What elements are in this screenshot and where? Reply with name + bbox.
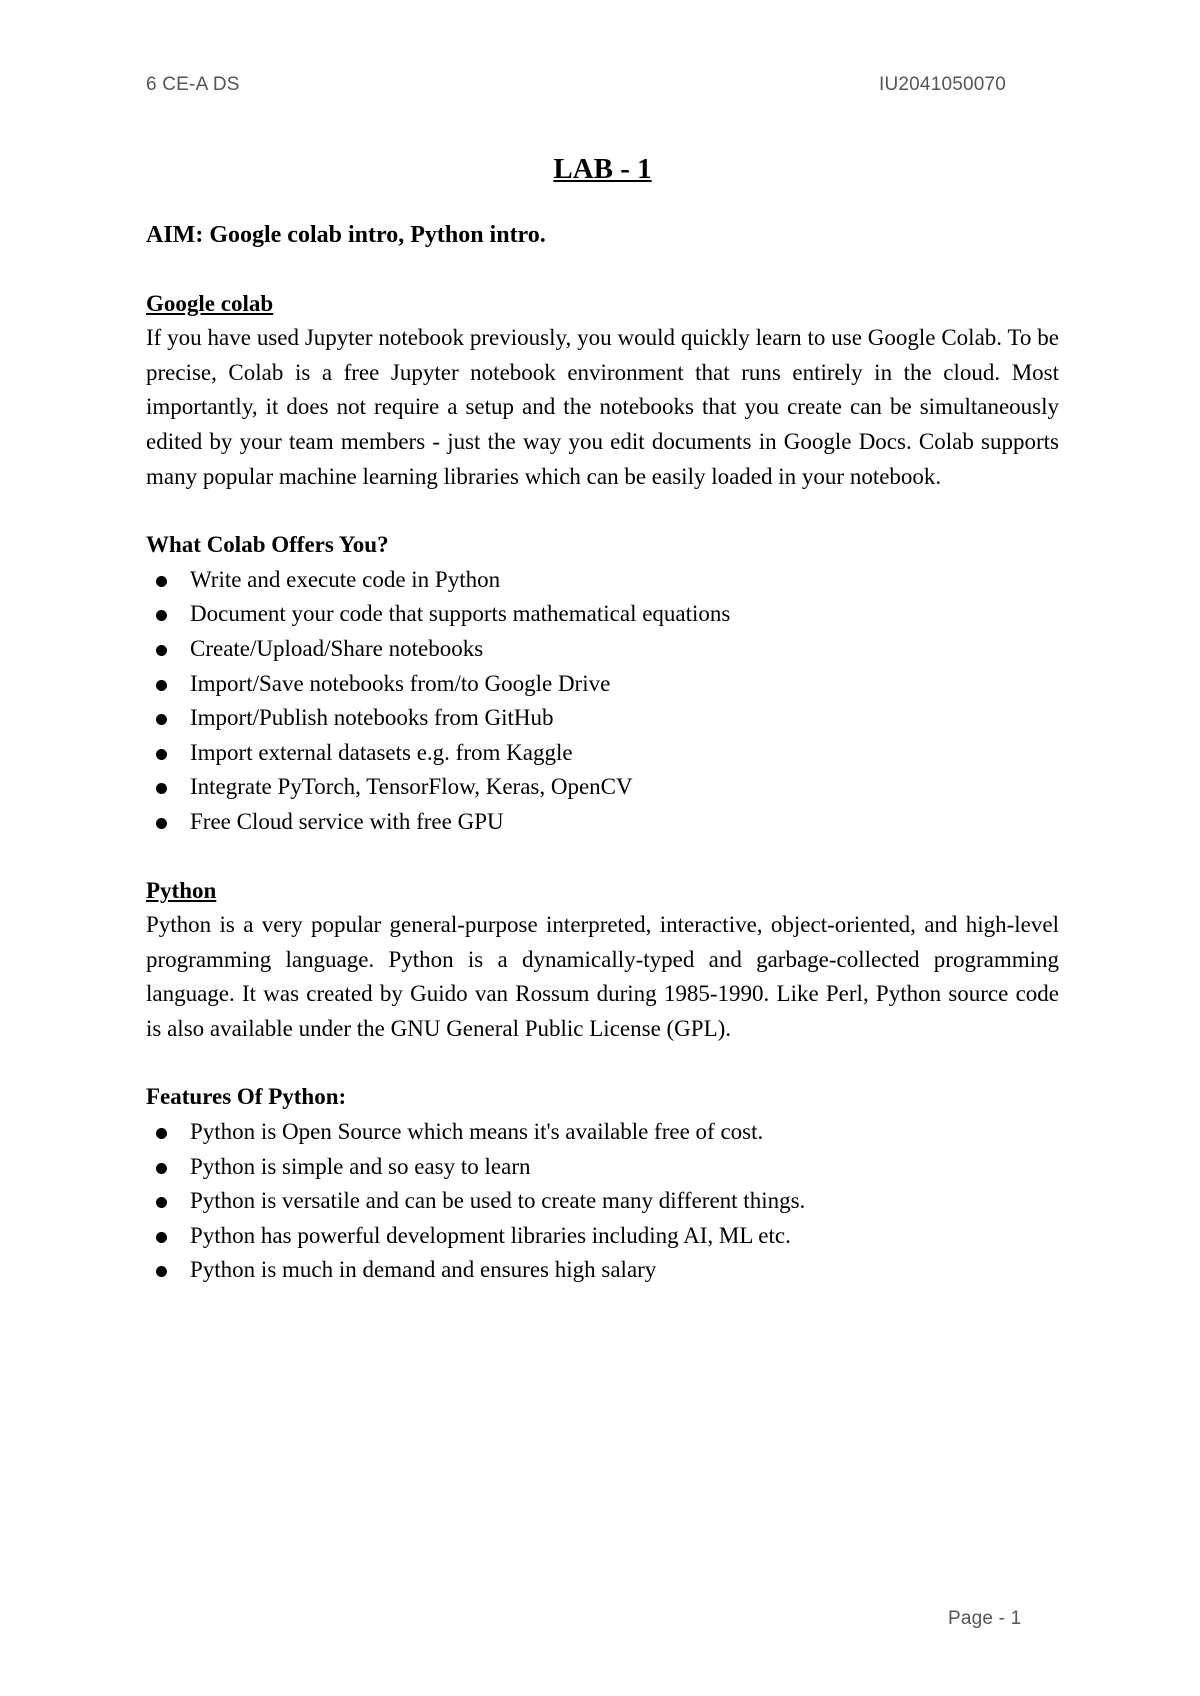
google-colab-heading: Google colab <box>146 290 274 316</box>
bullet-icon <box>156 576 167 587</box>
features-list <box>146 1115 1059 1288</box>
list-item: Python is versatile and can be used to create many different things. <box>146 1184 1059 1219</box>
list-item: Import/Save notebooks from/to Google Drive <box>146 667 1059 702</box>
list-item: Free Cloud service with free GPU <box>146 805 1059 840</box>
list-item: Python is simple and so easy to learn <box>146 1150 1059 1185</box>
list-item: Import/Publish notebooks from GitHub <box>146 701 1059 736</box>
document-body <box>146 140 1059 1288</box>
list-item: Python is Open Source which means it's available free of cost. <box>146 1115 1059 1150</box>
bullet-icon <box>156 1266 167 1277</box>
list-item: Python is much in demand and ensures high salary <box>146 1253 1059 1288</box>
colab-offers-heading: What Colab Offers You? <box>146 532 389 558</box>
header-enrollment-id: IU2041050070 <box>879 74 1007 95</box>
bullet-icon <box>156 749 167 760</box>
bullet-icon <box>156 1232 167 1243</box>
bullet-icon <box>156 818 167 829</box>
python-paragraph: Python is a very popular general-purpose interpreted, interactive, object-oriented, and high-level programming language. Python is a dynamically-typed and garbage-collected programming language. It was created by Guido van Rossum during 1985-1990. Like Perl, Python source code is also available under the GNU General Public License (GPL). <box>146 912 1059 1041</box>
bullet-icon <box>156 610 167 621</box>
bullet-icon <box>156 1197 167 1208</box>
google-colab-paragraph: If you have used Jupyter notebook previously, you would quickly learn to use Google Colab. To be precise, Colab is a free Jupyter notebook environment that runs entirely in the cloud. Most importantly, it does not require a setup and the notebooks that you create can be simultaneously edited by your team members - just the way you edit documents in Google Docs. Colab supports many popular machine learning libraries which can be easily loaded in your notebook. <box>146 325 1059 489</box>
page-number: Page - 1 <box>948 1608 1022 1629</box>
list-item: Write and execute code in Python <box>146 563 1059 598</box>
list-item: Create/Upload/Share notebooks <box>146 632 1059 667</box>
python-heading: Python <box>146 877 217 903</box>
bullet-icon <box>156 714 167 725</box>
features-heading: Features Of Python: <box>146 1084 347 1110</box>
bullet-icon <box>156 1128 167 1139</box>
list-item: Document your code that supports mathematical equations <box>146 597 1059 632</box>
bullet-icon <box>156 680 167 691</box>
list-item: Integrate PyTorch, TensorFlow, Keras, OpenCV <box>146 770 1059 805</box>
header-class-label: 6 CE-A DS <box>146 74 240 95</box>
page-title: LAB - 1 <box>553 153 652 185</box>
list-item: Python has powerful development libraries including AI, ML etc. <box>146 1219 1059 1254</box>
bullet-icon <box>156 783 167 794</box>
bullet-icon <box>156 1163 167 1174</box>
list-item: Import external datasets e.g. from Kaggle <box>146 736 1059 771</box>
aim-statement: AIM: Google colab intro, Python intro. <box>146 222 546 248</box>
colab-offers-list <box>146 563 1059 840</box>
bullet-icon <box>156 645 167 656</box>
